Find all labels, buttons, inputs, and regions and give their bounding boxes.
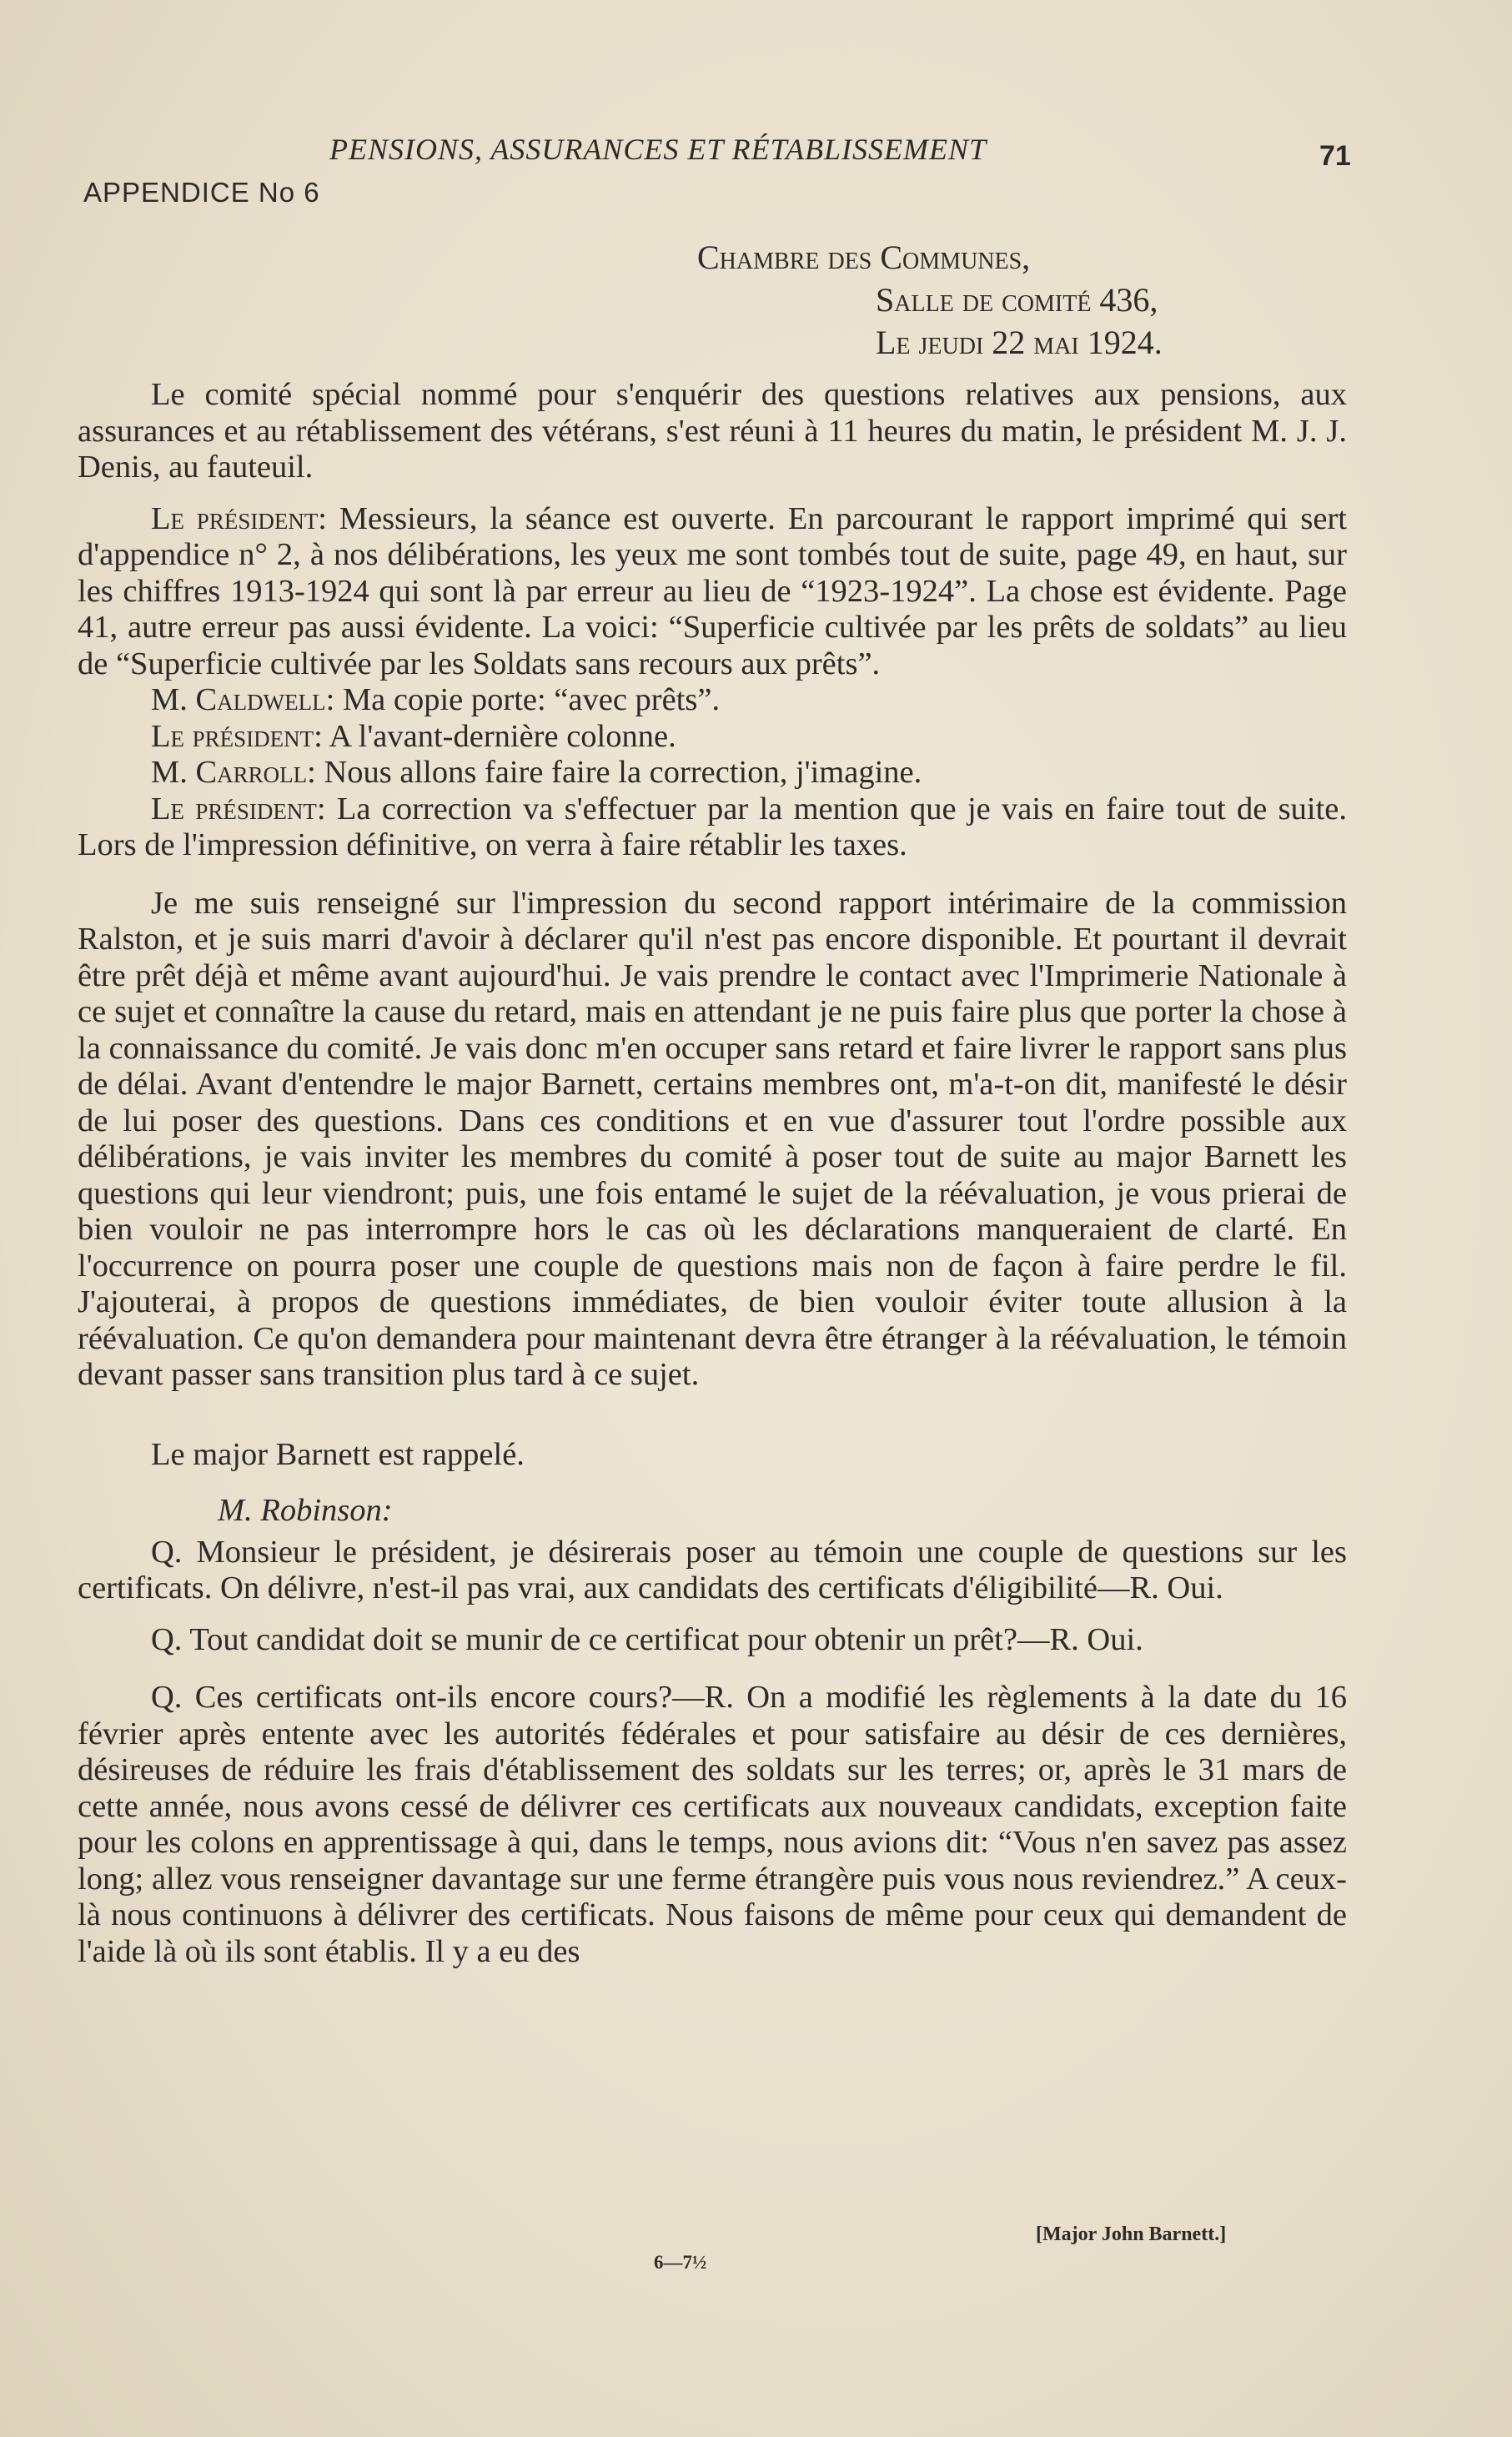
paragraph-witness-recalled: Le major Barnett est rappelé.	[151, 1436, 525, 1472]
speech-text: La correction va s'effectuer par la mention que je vais en faire tout de suite. Lors de l'impression définitive, on verra à faire rétablir les taxes.	[78, 791, 1347, 862]
speech-text: Ma copie porte: “avec prêts”.	[334, 682, 721, 717]
speech-text: Nous allons faire faire la correction, j'imagine.	[315, 755, 922, 790]
paragraph-opening: Le comité spécial nommé pour s'enquérir des questions relatives aux pensions, aux assurances et au rétablissement des vétérans, s'est réuni à 11 heures du matin, le président M. J. J. Denis, au fauteuil.	[78, 377, 1347, 485]
paragraph-carroll	[78, 755, 1347, 791]
speaker-label: Le président:	[151, 500, 328, 536]
questioner-label: M. Robinson:	[218, 1493, 393, 1528]
paragraph-president-1	[78, 501, 1347, 683]
speaker-signature: [Major John Barnett.]	[1036, 2223, 1227, 2245]
speaker-label: Le président:	[151, 718, 323, 754]
body-text	[78, 377, 1347, 1970]
dateline-room: Salle de comité 436,	[876, 281, 1158, 319]
speaker-label: M. Carroll:	[151, 755, 316, 790]
signature-mark: 6—7½	[654, 2252, 707, 2273]
speaker-label: M. Caldwell:	[151, 682, 335, 717]
appendix-label: APPENDICE No 6	[83, 177, 320, 208]
paragraph-president-2	[78, 719, 1347, 756]
dateline-house: Chambre des Communes,	[697, 239, 1031, 276]
question-1: Q. Monsieur le président, je désirerais poser au témoin une couple de questions sur les certificats. On délivre, n'est-il pas vrai, aux candidats des certificats d'éligibilité—R. Oui.	[78, 1534, 1347, 1605]
page-number: 71	[1319, 140, 1351, 172]
speech-text: A l'avant-dernière colonne.	[322, 718, 676, 754]
speech-text: Messieurs, la séance est ouverte. En parcourant le rapport imprimé qui sert d'appendice n° 2, à nos délibérations, les yeux me sont tombés tout de suite, page 49, en haut, sur les chiffres 1913-1924 qui sont là par erreur au lieu de “1923-1924”. La chose est évidente. Page 41, autre erreur pas aussi évidente. La voici: “Superficie cultivée par les prêts de soldats” au lieu de “Superficie cultivée par les Soldats sans recours aux prêts”.	[78, 500, 1348, 681]
paragraph-president-4: Je me suis renseigné sur l'impression du second rapport intérimaire de la commission Ralston, et je suis marri d'avoir à déclarer qu'il n'est pas encore disponible. Et pourtant il devrait être prêt déjà et même avant aujourd'hui. Je vais prendre le contact avec l'Imprimerie Nationale à ce sujet et connaître la cause du retard, mais en attendant je ne puis faire plus que porter la chose à la connaissance du comité. Je vais donc m'en occuper sans retard et faire livrer le rapport sans plus de délai. Avant d'entendre le major Barnett, certains membres ont, m'a-t-on dit, manifesté le désir de lui poser des questions. Dans ces conditions et en vue d'assurer tout l'ordre possible aux délibérations, je vais inviter les membres du comité à poser tout de suite au major Barnett les questions qui leur viendront; puis, une fois entamé le sujet de la réévaluation, je vous prierai de bien vouloir ne pas interrompre hors le cas où les déclarations manqueraient de clarté. En l'occurrence on pourra poser une couple de questions mais non de façon à faire perdre le fil. J'ajouterai, à propos de questions immédiates, de bien vouloir éviter toute allusion à la réévaluation. Ce qu'on demandera pour maintenant devra être étranger à la réévaluation, le témoin devant passer sans transition plus tard à ce sujet.	[78, 885, 1347, 1392]
running-title: PENSIONS, ASSURANCES ET RÉTABLISSEMENT	[329, 133, 987, 166]
question-3: Q. Ces certificats ont-ils encore cours?—R. On a modifié les règlements à la date du 16 février après entente avec les autorités fédérales et pour satisfaire au désir de ces dernières, désireuses de réduire les frais d'établissement des soldats sur les terres; or, après le 31 mars de cette année, nous avons cessé de délivrer ces certificats aux nouveaux candidats, exception faite pour les colons en apprentissage à qui, dans le temps, nous avions dit: “Vous n'en savez pas assez long; allez vous renseigner davantage sur une ferme étrangère puis vous nous reviendrez.” A ceux-là nous continuons à délivrer des certificats. Nous faisons de même pour ceux qui demandent de l'aide là où ils sont établis. Il y a eu des	[78, 1680, 1347, 1969]
paragraph-president-3	[78, 791, 1347, 864]
paragraph-caldwell	[78, 682, 1347, 719]
question-2: Q. Tout candidat doit se munir de ce certificat pour obtenir un prêt?—R. Oui.	[151, 1621, 1143, 1657]
dateline-date: Le jeudi 22 mai 1924.	[876, 324, 1163, 361]
speaker-label: Le président:	[151, 791, 326, 827]
